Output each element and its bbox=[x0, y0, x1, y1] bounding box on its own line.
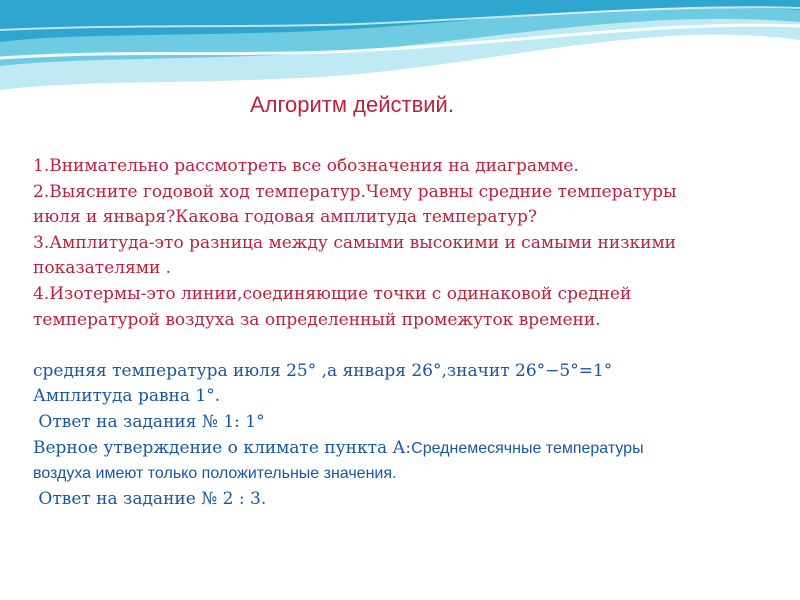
step-line: 4.Изотермы-это линии,соединяющие точки с одинаковой средней bbox=[33, 283, 632, 304]
statement-line bbox=[33, 436, 783, 462]
statement-rest: Среднемесячные температуры bbox=[411, 439, 644, 457]
answer-line: Амплитуда равна 1°. bbox=[33, 386, 221, 407]
answer-2: Ответ на задание № 2 : 3. bbox=[33, 488, 267, 509]
answer-line: средняя температура июля 25° ,а января 26°,значит 26°−5°=1° bbox=[33, 360, 613, 381]
step-line: показателями . bbox=[33, 258, 172, 279]
step-line: 3.Амплитуда-это разница между самыми высокими и самыми низкими bbox=[33, 232, 676, 253]
slide-title: Алгоритм действий. bbox=[250, 92, 454, 117]
statement-line-2: воздуха имеют только положительные значения. bbox=[33, 465, 397, 483]
step-line: 1.Внимательно рассмотреть все обозначения на диаграмме. bbox=[33, 156, 579, 176]
answer-1: Ответ на задания № 1: 1° bbox=[33, 411, 265, 432]
step-line: 2.Выясните годовой ход температур.Чему равны средние температуры bbox=[33, 181, 677, 202]
statement-prefix: Верное утверждение о климате пункта А: bbox=[33, 437, 412, 458]
spacer bbox=[33, 333, 783, 359]
slide-body bbox=[33, 154, 783, 512]
step-line: июля и января?Какова годовая амплитуда температур? bbox=[33, 207, 537, 228]
step-line: температурой воздуха за определенный промежуток времени. bbox=[33, 309, 601, 330]
